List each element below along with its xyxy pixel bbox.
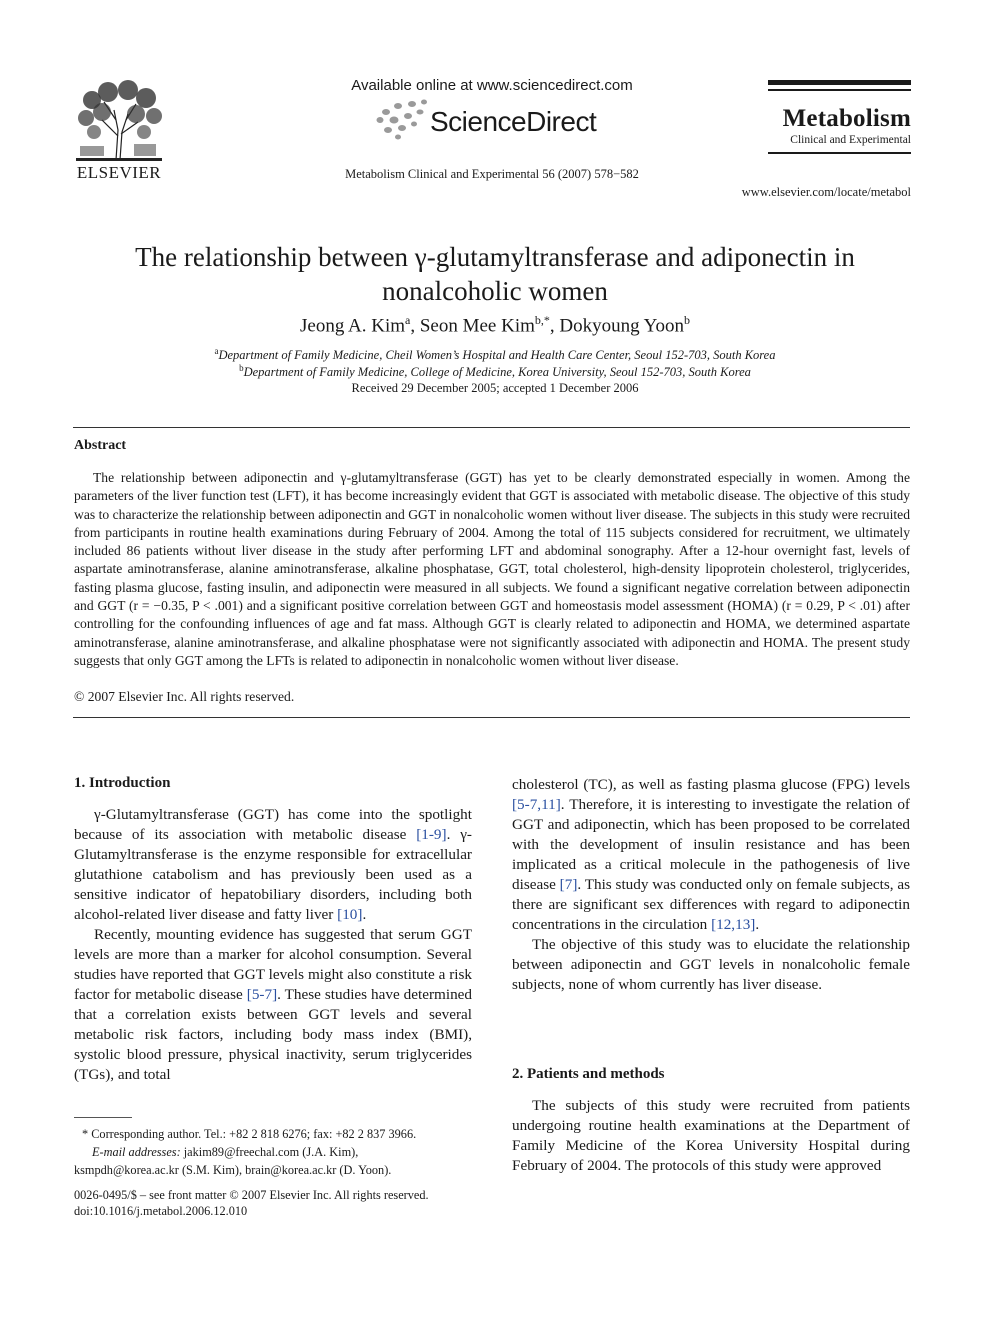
section-heading-methods: 2. Patients and methods xyxy=(512,1066,665,1082)
paragraph-text: . These studies have determined that a correlation exists between GGT levels and several metabolic risk factors, including body mass index (BMI), systolic blood pressure, physical inactivity, serum triglycerides (TGs), and total xyxy=(74,986,472,1083)
issn-line: 0026-0495/$ – see front matter © 2007 Elsevier Inc. All rights reserved. xyxy=(74,1188,429,1202)
affiliation-a xyxy=(80,346,910,363)
author-affiliation-marker: b,* xyxy=(534,313,550,327)
paragraph xyxy=(512,775,910,935)
paragraph-text: . Therefore, it is interesting to investigate the relation of GGT and adiponectin, which has been proposed to be correlated with the development of insulin resistance and has been implicated as a critical molecule in the pathogenesis of live disease xyxy=(512,796,910,893)
affiliation-marker: b xyxy=(239,363,244,373)
journal-header-rule xyxy=(768,80,911,85)
divider xyxy=(73,717,910,718)
email-line xyxy=(74,1143,474,1161)
article-title xyxy=(80,240,910,308)
paragraph-text: . xyxy=(362,906,367,923)
paragraph-text: Recently, mounting evidence has suggested that serum GGT levels are more than a marker for alcohol consumption. Several studies have reported that GGT levels might also constitute a risk factor for metabolic disease xyxy=(74,926,472,1003)
sciencedirect-wordmark: ScienceDirect xyxy=(430,106,597,137)
title-line-2: nonalcoholic women xyxy=(382,276,608,306)
reference-link[interactable]: [10] xyxy=(337,906,363,923)
affiliation-marker: a xyxy=(214,346,219,356)
available-online-text[interactable]: Available online at www.sciencedirect.com xyxy=(351,77,633,94)
author-name[interactable]: Seon Mee Kim xyxy=(419,315,535,337)
email-address[interactable]: ksmpdh@korea.ac.kr (S.M. Kim), brain@korea.ac.kr (D. Yoon). xyxy=(74,1163,392,1177)
affiliation-text: Department of Family Medicine, Cheil Women’s Hospital and Health Care Center, Seoul 152-703, South Korea xyxy=(218,348,776,363)
publisher-name: ELSEVIER xyxy=(76,163,162,182)
affiliation-text: Department of Family Medicine, College of Medicine, Korea University, Seoul 152-703, South Korea xyxy=(243,365,751,380)
sciencedirect-dots-icon xyxy=(374,98,432,140)
author-list: Jeong A. Kim$^a$, Seon Mee Kim$^{b,*}$, Dokyoung Yoon$^b$ xyxy=(300,313,690,337)
reference-link[interactable]: [5-7] xyxy=(246,986,278,1003)
journal-header-rule xyxy=(768,152,911,154)
footnote-rule xyxy=(74,1117,132,1118)
doi-line[interactable]: doi:10.1016/j.metabol.2006.12.010 xyxy=(74,1204,248,1218)
paragraph-text: . γ-Glutamyltransferase is the enzyme responsible for extracellular glutathione catabolism and has previously been used as a sensitive indicator of hepatobiliary disorders, including both alcohol-related liver disease and fatty liver xyxy=(74,826,472,923)
paragraph: The subjects of this study were recruited from patients undergoing routine health examinations at the Department of Family Medicine of the Korea University Hospital during February of 2004. The protocols of this study were approved xyxy=(512,1097,910,1174)
paragraph-text: . This study was conducted only on female subjects, as there are significant sex differences with regard to adiponectin concentrations in the circulation xyxy=(512,876,911,933)
email-address[interactable]: jakim89@freechal.com (J.A. Kim), xyxy=(180,1145,359,1159)
methods-body xyxy=(512,1096,910,1176)
abstract-heading: Abstract xyxy=(74,438,127,453)
footnote xyxy=(74,1125,474,1179)
reference-link[interactable]: [1-9] xyxy=(416,826,447,843)
author-affiliation-marker: a xyxy=(405,313,411,327)
reference-link[interactable]: [7] xyxy=(559,876,578,893)
reference-link[interactable]: [5-7,11] xyxy=(512,796,561,813)
front-matter xyxy=(74,1187,494,1219)
paragraph-text: γ-Glutamyltransferase (GGT) has come into the spotlight because of its association with metabolic disease xyxy=(74,806,472,843)
journal-subtitle: Clinical and Experimental xyxy=(790,134,911,146)
section-heading-introduction: 1. Introduction xyxy=(74,775,171,791)
right-column-body xyxy=(512,775,910,995)
left-column-body xyxy=(74,805,472,1085)
paragraph: The objective of this study was to elucidate the relationship between adiponectin and GGT levels in nonalcoholic female subjects, none of whom currently has liver disease. xyxy=(512,936,910,993)
author-name[interactable]: Dokyoung Yoon xyxy=(559,315,684,337)
journal-header-rule xyxy=(768,89,911,91)
reference-link[interactable]: [12,13] xyxy=(711,916,756,933)
paragraph xyxy=(74,925,472,1085)
author-name[interactable]: Jeong A. Kim xyxy=(300,315,406,337)
corresponding-author-note: * Corresponding author. Tel.: +82 2 818 6276; fax: +82 2 837 3966. xyxy=(82,1127,417,1141)
affiliation-b xyxy=(80,363,910,380)
title-line-1: The relationship between γ-glutamyltransferase and adiponectin in xyxy=(135,242,855,272)
abstract-body: The relationship between adiponectin and γ-glutamyltransferase (GGT) has yet to be clearly demonstrated especially in women. Among the parameters of the liver function test (LFT), it has become increasingly evident that GGT is associated with metabolic disease. The objective of this study was to characterize the relationship between adiponectin and GGT in nonalcoholic women without liver disease. The subjects in this study were recruited from participants in routine health examinations during February of 2004. Among the total of 115 subjects considered for recruitment, we ultimately included 86 patients without liver disease in the study after performing LFT and abdominal sonography. After a 12-hour overnight fast, levels of aspartate aminotransferase, alanine aminotransferase, alkaline phosphatase, GGT, total cholesterol, high-density lipoprotein cholesterol, triglycerides, fasting plasma glucose, fasting insulin, and adiponectin were measured in all subjects. We found a significant negative correlation between adiponectin and GGT (r = −0.35, P < .001) and a significant positive correlation between GGT and homeostasis model assessment (HOMA) (r = 0.29, P < .01) after controlling for the confounding influences of age and fat mass. Although GGT is clearly related to adiponectin and HOMA, we determined aspartate aminotransferase, alanine aminotransferase, and alkaline phosphatase were not significantly associated with adiponectin and HOMA. The present study suggests that only GGT among the LFTs is related to adiponectin in nonalcoholic women without liver disease. xyxy=(74,470,910,668)
author-affiliation-marker: b xyxy=(684,313,690,327)
email-label: E-mail addresses: xyxy=(92,1145,181,1159)
divider xyxy=(73,427,910,428)
paragraph xyxy=(74,805,472,925)
paragraph-text: cholesterol (TC), as well as fasting plasma glucose (FPG) levels xyxy=(512,776,910,793)
journal-url[interactable]: www.elsevier.com/locate/metabol xyxy=(741,185,911,199)
journal-citation: Metabolism Clinical and Experimental 56 (2007) 578−582 xyxy=(345,167,639,181)
paragraph-text: . xyxy=(755,916,760,933)
received-dates: Received 29 December 2005; accepted 1 December 2006 xyxy=(351,381,639,395)
journal-title: Metabolism xyxy=(782,105,911,132)
abstract-copyright: © 2007 Elsevier Inc. All rights reserved. xyxy=(74,689,295,704)
